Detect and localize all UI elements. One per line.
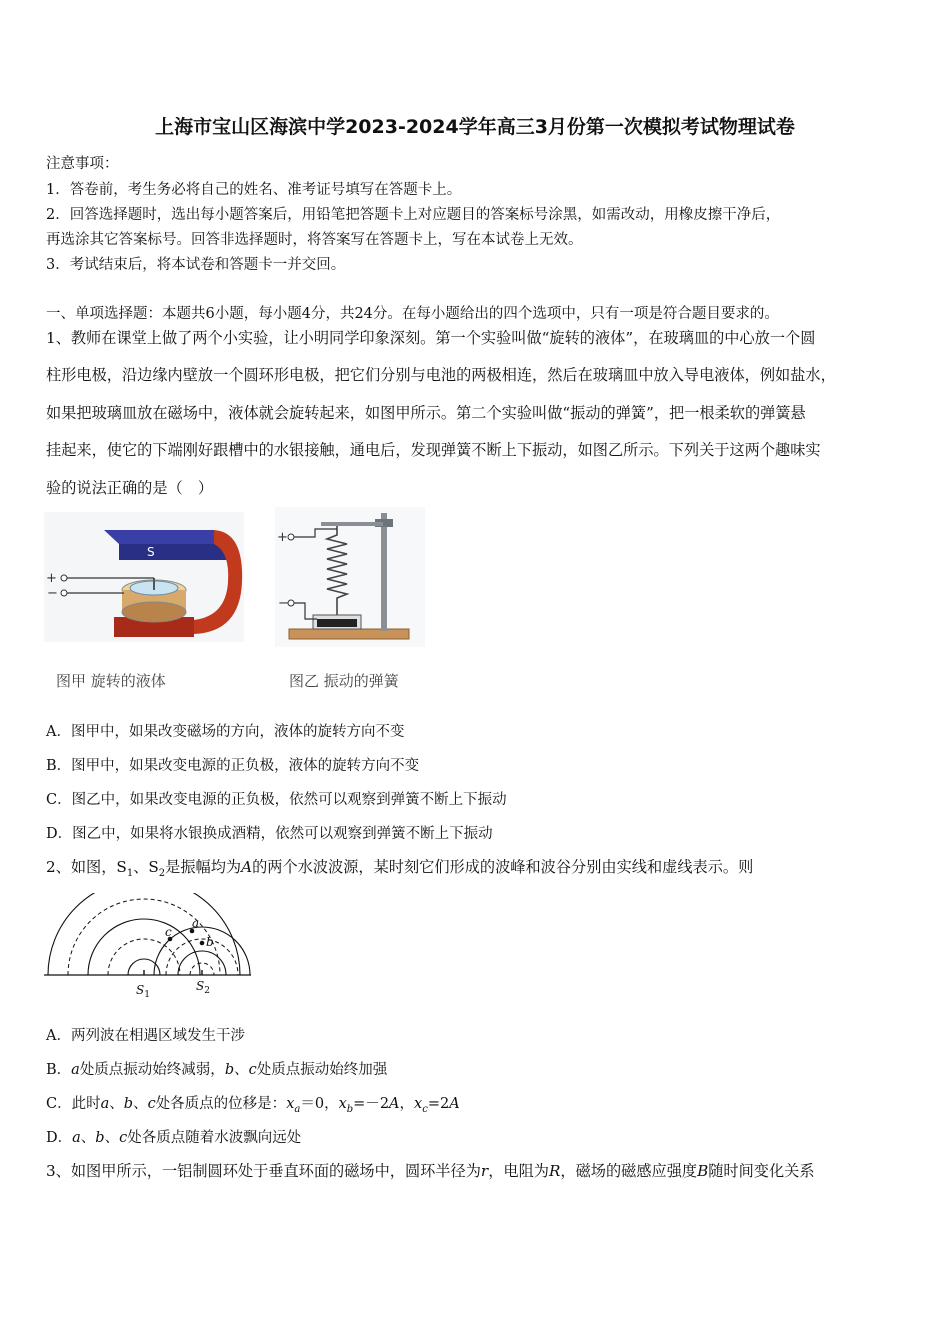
label-s2: $S_2$ xyxy=(196,979,210,996)
q1-option-a: A．图甲中，如果改变磁场的方向，液体的旋转方向不变 xyxy=(46,724,405,740)
label-s1: $S_1$ xyxy=(136,983,150,1000)
mercury xyxy=(317,619,357,627)
q1-line-1: 1、教师在课堂上做了两个小实验，让小明同学印象深刻。第一个实验叫做“旋转的液体”，在玻璃皿的中心放一个圆 xyxy=(46,329,816,347)
q1-option-d: D．图乙中，如果将水银换成酒精，依然可以观察到弹簧不断上下振动 xyxy=(46,826,493,842)
notice-item-1: 1．答卷前，考生务必将自己的姓名、准考证号填写在答题卡上。 xyxy=(46,182,462,198)
stand-pole xyxy=(381,513,387,631)
s1-trough-inner xyxy=(108,939,180,975)
s1-trough-outer xyxy=(68,899,220,975)
stand-base xyxy=(289,629,409,639)
q1-line-4: 挂起来，使它的下端刚好跟槽中的水银接触，通电后，发现弹簧不断上下振动，如图乙所示。下列关于这两个趣味实 xyxy=(46,441,821,459)
figure-b-caption: 图乙 振动的弹簧 xyxy=(289,672,399,690)
magnet-top-side xyxy=(119,544,229,560)
s1-crest-middle xyxy=(88,919,200,975)
q2-option-c: C．此时a、b、c处各质点的位移是：$x_a=0$，$x_b=-2A$，$x_c=2A$ xyxy=(46,1096,460,1115)
notice-item-2-cont: 再选涂其它答案标号。回答非选择题时，将答案写在答题卡上，写在本试卷上无效。 xyxy=(46,232,583,248)
q1-line-5: 验的说法正确的是（ ） xyxy=(46,479,214,497)
figure-vibrating-spring xyxy=(275,507,425,647)
section-heading: 一、单项选择题：本题共6小题，每小题4分，共24分。在每小题给出的四个选项中，只有一项是符合题目要求的。 xyxy=(46,306,779,322)
s1-crest-outer xyxy=(48,893,240,975)
figure-wave-sources xyxy=(44,893,254,1003)
label-a: a xyxy=(192,916,200,930)
figure-a-caption: 图甲 旋转的液体 xyxy=(56,672,166,690)
label-b: b xyxy=(206,935,214,949)
notice-item-3: 3．考试结束后，将本试卷和答题卡一并交回。 xyxy=(46,257,346,273)
dish-bottom xyxy=(122,602,186,622)
q1-option-b: B．图甲中，如果改变电源的正负极，液体的旋转方向不变 xyxy=(46,758,420,774)
terminal-positive xyxy=(61,575,67,581)
plus-label-a: + xyxy=(46,571,57,586)
label-c: c xyxy=(165,925,172,939)
minus-label-b: − xyxy=(278,596,289,611)
q2-option-d: D．a、b、c处各质点随着水波飘向远处 xyxy=(46,1130,302,1146)
magnet-top-face xyxy=(104,530,229,544)
magnet-s-label: S xyxy=(147,545,155,559)
point-b xyxy=(200,941,205,946)
terminal-top xyxy=(288,534,294,540)
notice-item-2: 2．回答选择题时，选出每小题答案后，用铅笔把答题卡上对应题目的答案标号涂黑，如需改动，用橡皮擦干净后， xyxy=(46,207,781,223)
figure-rotating-liquid xyxy=(44,512,244,642)
plus-label-b: + xyxy=(277,530,288,545)
q1-line-2: 柱形电极，沿边缘内壁放一个圆环形电极，把它们分别与电池的两极相连，然后在玻璃皿中放入导电液体，例如盐水， xyxy=(46,366,836,384)
q2-option-a: A．两列波在相遇区域发生干涉 xyxy=(46,1028,245,1044)
minus-label-a: − xyxy=(47,586,58,601)
q1-line-3: 如果把玻璃皿放在磁场中，液体就会旋转起来，如图甲所示。第二个实验叫做“振动的弹簧”，把一根柔软的弹簧悬 xyxy=(46,404,806,422)
terminal-negative xyxy=(61,590,67,596)
q2-option-b: B．a处质点振动始终减弱，b、c处质点振动始终加强 xyxy=(46,1062,388,1078)
stand-arm xyxy=(321,522,383,526)
q1-option-c: C．图乙中，如果改变电源的正负极，依然可以观察到弹簧不断上下振动 xyxy=(46,792,507,808)
q3-stem: 3、如图甲所示，一铝制圆环处于垂直环面的磁场中，圆环半径为r，电阻为R，磁场的磁感应强度B随时间变化关系 xyxy=(46,1162,815,1180)
page-title: 上海市宝山区海滨中学2023-2024学年高三3月份第一次模拟考试物理试卷 xyxy=(155,116,795,138)
q2-stem: 2、如图，$S_1$、$S_2$是振幅均为A的两个水波波源，某时刻它们形成的波峰和波谷分别由实线和虚线表示。则 xyxy=(46,858,754,880)
notice-heading: 注意事项： xyxy=(46,156,119,172)
